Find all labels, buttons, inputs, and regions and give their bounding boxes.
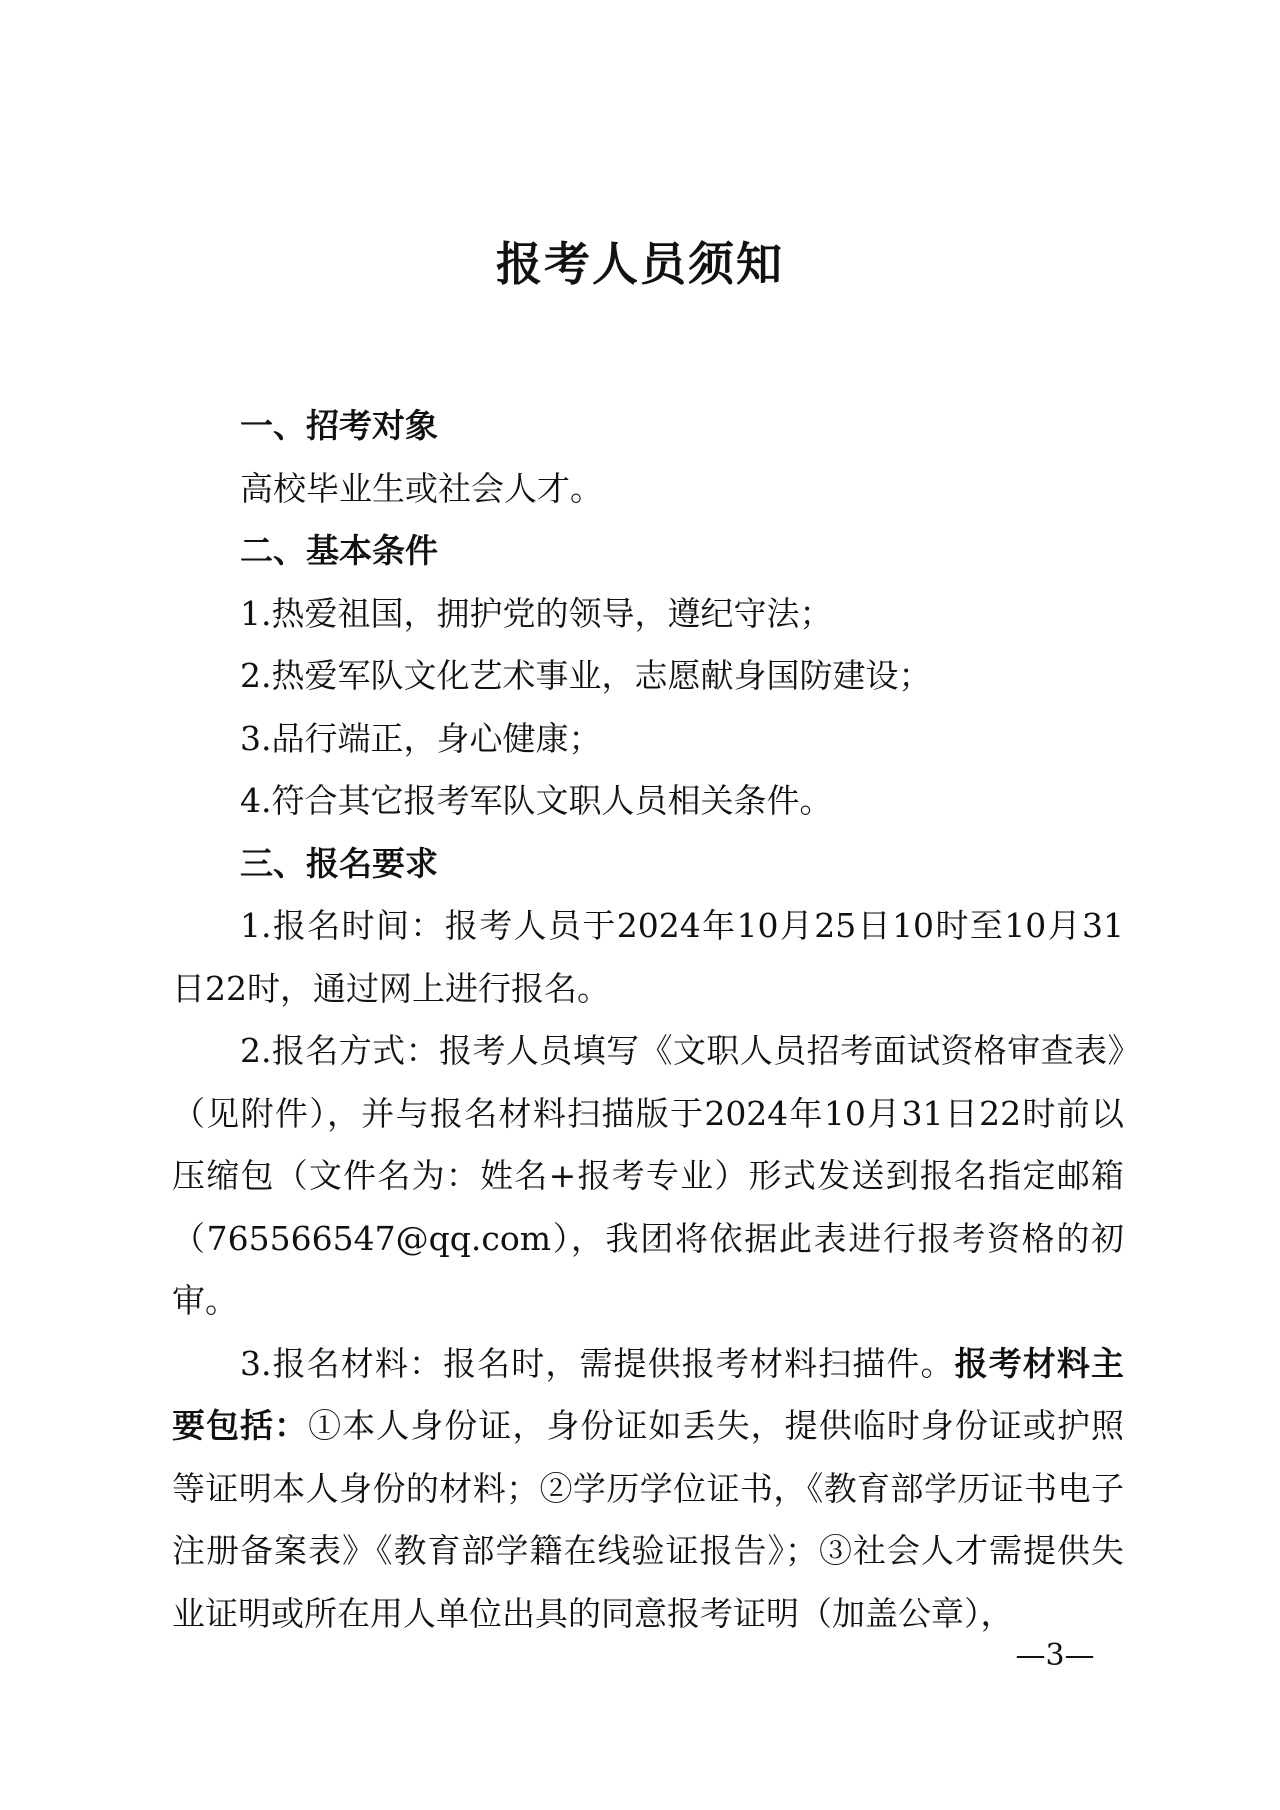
condition-item-4: 4.符合其它报考军队文职人员相关条件。 — [240, 781, 833, 820]
document-body — [172, 395, 1124, 1645]
registration-time-paragraph: 1.报名时间：报考人员于2024年10月25日10时至10月31日22时，通过网上进行报名。 — [172, 906, 1124, 1008]
section-heading-registration-requirements: 三、报名要求 — [240, 843, 438, 883]
condition-item-3: 3.品行端正，身心健康； — [240, 718, 602, 758]
section-heading-recruitment-target: 一、招考对象 — [240, 406, 438, 445]
page-number: —3— — [1015, 1638, 1095, 1673]
document-title: 报考人员须知 — [496, 237, 784, 291]
registration-materials-paragraph — [172, 1333, 1124, 1646]
materials-bold-text: 报考材料主要包括： — [172, 1343, 1124, 1445]
condition-item-2: 2.热爱军队文化艺术事业，志愿献身国防建设； — [240, 656, 932, 695]
section-heading-basic-conditions: 二、基本条件 — [240, 531, 438, 570]
paragraph-recruitment-target: 高校毕业生或社会人才。 — [240, 468, 603, 508]
condition-item-1: 1.热爱祖国，拥护党的领导，遵纪守法； — [240, 593, 833, 633]
materials-list-text: ①本人身份证，身份证如丢失，提供临时身份证或护照等证明本人身份的材料；②学历学位证书，《教育部学历证书电子注册备案表》《教育部学籍在线验证报告》；③社会人才需提供失业证明或所在用人单位出具的同意报考证明（加盖公章）， — [172, 1406, 1125, 1633]
registration-method-paragraph: 2.报名方式：报考人员填写《文职人员招考面试资格审查表》（见附件），并与报名材料扫描版于2024年10月31日22时前以压缩包（文件名为：姓名+报考专业）形式发送到报名指定邮箱（765566547@qq.com），我团将依据此表进行报考资格的初审。 — [172, 1031, 1124, 1320]
materials-intro-text: 3.报名材料：报名时，需提供报考材料扫描件。 — [240, 1343, 955, 1383]
